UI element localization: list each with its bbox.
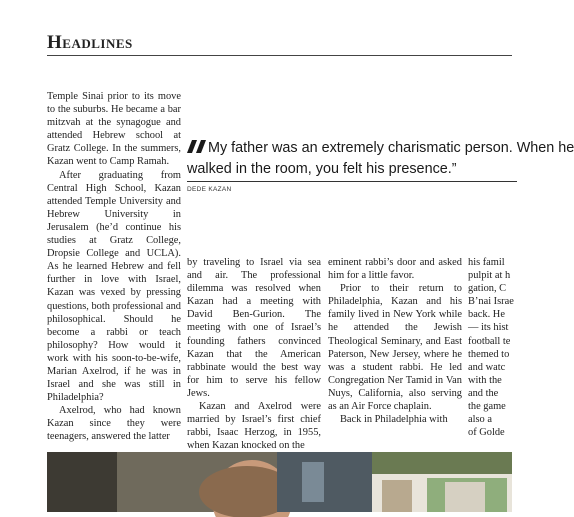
column-line: themed to <box>468 348 510 360</box>
column-line: football te <box>468 335 511 347</box>
photo-illustration <box>47 452 512 512</box>
paragraph: Temple Sinai prior to its move to the suburbs. He became a bar mitzvah at the synagogue and attended Hebrew school at Gratz College. In the summers, Kazan went to Camp Ramah. <box>47 91 181 168</box>
column-line: his famil <box>468 257 505 268</box>
column-line: with the <box>468 374 502 386</box>
quote-rule <box>187 181 517 182</box>
column-line: also a <box>468 414 492 426</box>
paragraph: After graduating from Central High School, Kazan attended Temple University and Hebrew University in Jerusalem (he’d continue his studies at Gratz College, Dropsie College and UCLA). As he learned Hebrew and fell further in love with Israel, Kazan was vexed by pressing questions, both professional and philosophical. Should he become a rabbi or teach philosophy? How would it work with his soon-to-be-wife, Marian Axelrod, if he was in Israel and she was still in Philadelphia? <box>47 169 181 404</box>
paragraph: Back in Philadelphia with <box>340 414 448 426</box>
column-line: pulpit at h <box>468 270 511 282</box>
paragraph: by traveling to Israel via sea and air. The professional dilemma was resolved when Kazan had a meeting with David Ben-Gurion. The meeting with one of Israel’s founding fathers convinced Kazan that the American rabbinate would the best way for him to serve his fellow Jews. <box>187 257 321 399</box>
header-rule <box>47 55 512 56</box>
article-column-1 <box>47 90 181 444</box>
column-line: and the <box>468 387 499 399</box>
paragraph: Prior to their return to Philadelphia, Kazan and his family lived in New York while he attended the Jewish Theological Seminary, and East Paterson, New Jersey, where he was a student rabbi. He led Congregation Ner Tamid in Van Nuys, California, also serving as an Air Force chaplain. <box>328 283 462 413</box>
column-line: B’nai Israe <box>468 296 514 308</box>
column-line: back. He <box>468 309 505 321</box>
pull-quote-line: My father was an extremely charismatic person. When he <box>208 140 574 156</box>
section-header-title: Headlines <box>47 32 133 53</box>
pull-quote-text <box>187 138 574 180</box>
column-line: and watc <box>468 361 506 373</box>
article-photo <box>47 452 512 512</box>
paragraph: eminent rabbi’s door and asked him for a little favor. <box>328 257 462 282</box>
column-line: of Golde <box>468 427 505 439</box>
column-line: gation, C <box>468 283 507 295</box>
quote-mark-icon <box>187 140 207 153</box>
column-line: the game <box>468 401 506 413</box>
article-column-4 <box>468 256 528 439</box>
quote-attribution: DEDE KAZAN <box>187 186 232 193</box>
paragraph: Kazan and Axelrod were married by Israel’s first chief rabbi, Isaac Herzog, in 1955, when Kazan knocked on the <box>187 401 321 452</box>
pull-quote-line: walked in the room, you felt his presence.” <box>187 161 457 177</box>
column-line: — its hist <box>468 322 509 334</box>
paragraph: Axelrod, who had known Kazan since they were teenagers, answered the latter <box>47 405 181 443</box>
article-column-3 <box>328 256 462 426</box>
pull-quote <box>187 138 574 180</box>
article-column-2 <box>187 256 321 452</box>
